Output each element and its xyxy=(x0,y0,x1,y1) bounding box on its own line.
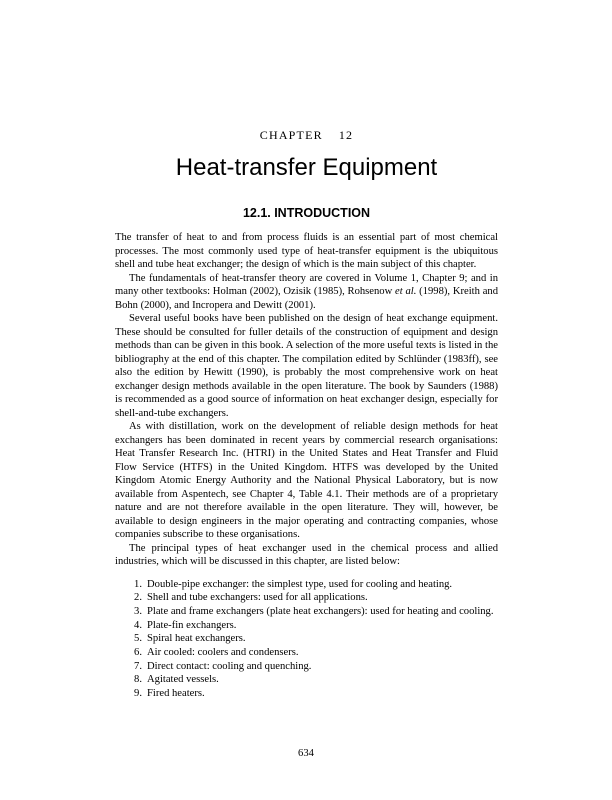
list-item xyxy=(128,605,498,619)
list-item xyxy=(128,619,498,633)
paragraph: The principal types of heat exchanger used in the chemical process and allied industries, which will be discussed in this chapter, are listed below: xyxy=(115,542,498,567)
list-item-text: Spiral heat exchangers. xyxy=(147,633,246,645)
list-item xyxy=(128,687,498,701)
list-item-number: 5. xyxy=(134,633,142,645)
list-item-text: Direct contact: cooling and quenching. xyxy=(147,660,312,672)
list-item xyxy=(128,646,498,660)
paragraph-text: The fundamentals of heat-transfer theory are covered in Volume 1, Chapter 9; and in many other textbooks: Holman (2002), Ozisik (1985), Rohsenow xyxy=(115,272,498,297)
list-item xyxy=(128,660,498,674)
list-item-text: Air cooled: coolers and condensers. xyxy=(147,647,299,659)
list-item-number: 6. xyxy=(134,647,142,659)
list-item-text: Plate and frame exchangers (plate heat exchangers): used for heating and cooling. xyxy=(147,605,494,617)
exchanger-type-list xyxy=(115,578,498,701)
list-item-text: Plate-fin exchangers. xyxy=(147,619,237,631)
paragraph: As with distillation, work on the development of reliable design methods for heat exchangers has been dominated in recent years by commercial research organisations: Heat Transfer Research Inc. (HTRI) in the United States and Heat Transfer and Fluid Flow Service (HTFS) in the United Kingdom. HTFS was developed by the United Kingdom Atomic Energy Authority and the National Physical Laboratory, but is now available from Aspentech, see Chapter 4, Table 4.1. Their methods are of a proprietary nature and are not therefore available in the open literature. They will, however, be available to design engineers in the major operating and contracting companies, whose companies subscribe to these organisations. xyxy=(115,421,498,540)
body-text xyxy=(115,231,498,701)
paragraph-italic-text: et al. xyxy=(395,286,417,297)
chapter-word: CHAPTER xyxy=(259,128,323,142)
list-item-text: Shell and tube exchangers: used for all applications. xyxy=(147,592,368,604)
list-item-text: Fired heaters. xyxy=(147,688,205,700)
list-item-text: Double-pipe exchanger: the simplest type, used for cooling and heating. xyxy=(147,578,453,590)
paragraph: Several useful books have been published on the design of heat exchange equipment. These should be consulted for fuller details of the construction of equipment and design methods than can be given in this book. A selection of the more useful texts is listed in the bibliography at the end of this chapter. The compilation edited by Schlünder (1983ff), see also the edition by Hewitt (1990), is probably the most comprehensive work on heat exchanger design methods available in the open literature. The book by Saunders (1988) is recommended as a good source of information on heat exchanger design, especially for shell-and-tube exchangers. xyxy=(115,313,498,419)
list-item xyxy=(128,591,498,605)
list-item-number: 2. xyxy=(134,592,142,604)
chapter-number: 12 xyxy=(338,128,354,142)
list-item-number: 1. xyxy=(134,578,142,590)
list-item xyxy=(128,578,498,592)
list-item-number: 4. xyxy=(134,619,142,631)
list-item-number: 3. xyxy=(134,605,142,617)
list-item-number: 9. xyxy=(134,688,142,700)
paragraph: The transfer of heat to and from process fluids is an essential part of most chemical processes. The most commonly used type of heat-transfer equipment is the ubiquitous shell and tube heat exchanger; the design of which is the main subject of this chapter. xyxy=(115,232,498,270)
list-item-text: Agitated vessels. xyxy=(147,674,219,686)
list-item-number: 7. xyxy=(134,660,142,672)
list-item xyxy=(128,673,498,687)
list-item xyxy=(128,632,498,646)
page-number: 634 xyxy=(298,748,314,759)
list-item-number: 8. xyxy=(134,674,142,686)
paragraph-text: (1998), Kreith and Bohn (2000), and Incropera and Dewitt (2001). xyxy=(115,286,498,311)
section-heading: 12.1. INTRODUCTION xyxy=(242,206,371,220)
chapter-label xyxy=(115,128,498,143)
chapter-title: Heat-transfer Equipment xyxy=(175,154,438,181)
paragraph xyxy=(115,272,498,313)
